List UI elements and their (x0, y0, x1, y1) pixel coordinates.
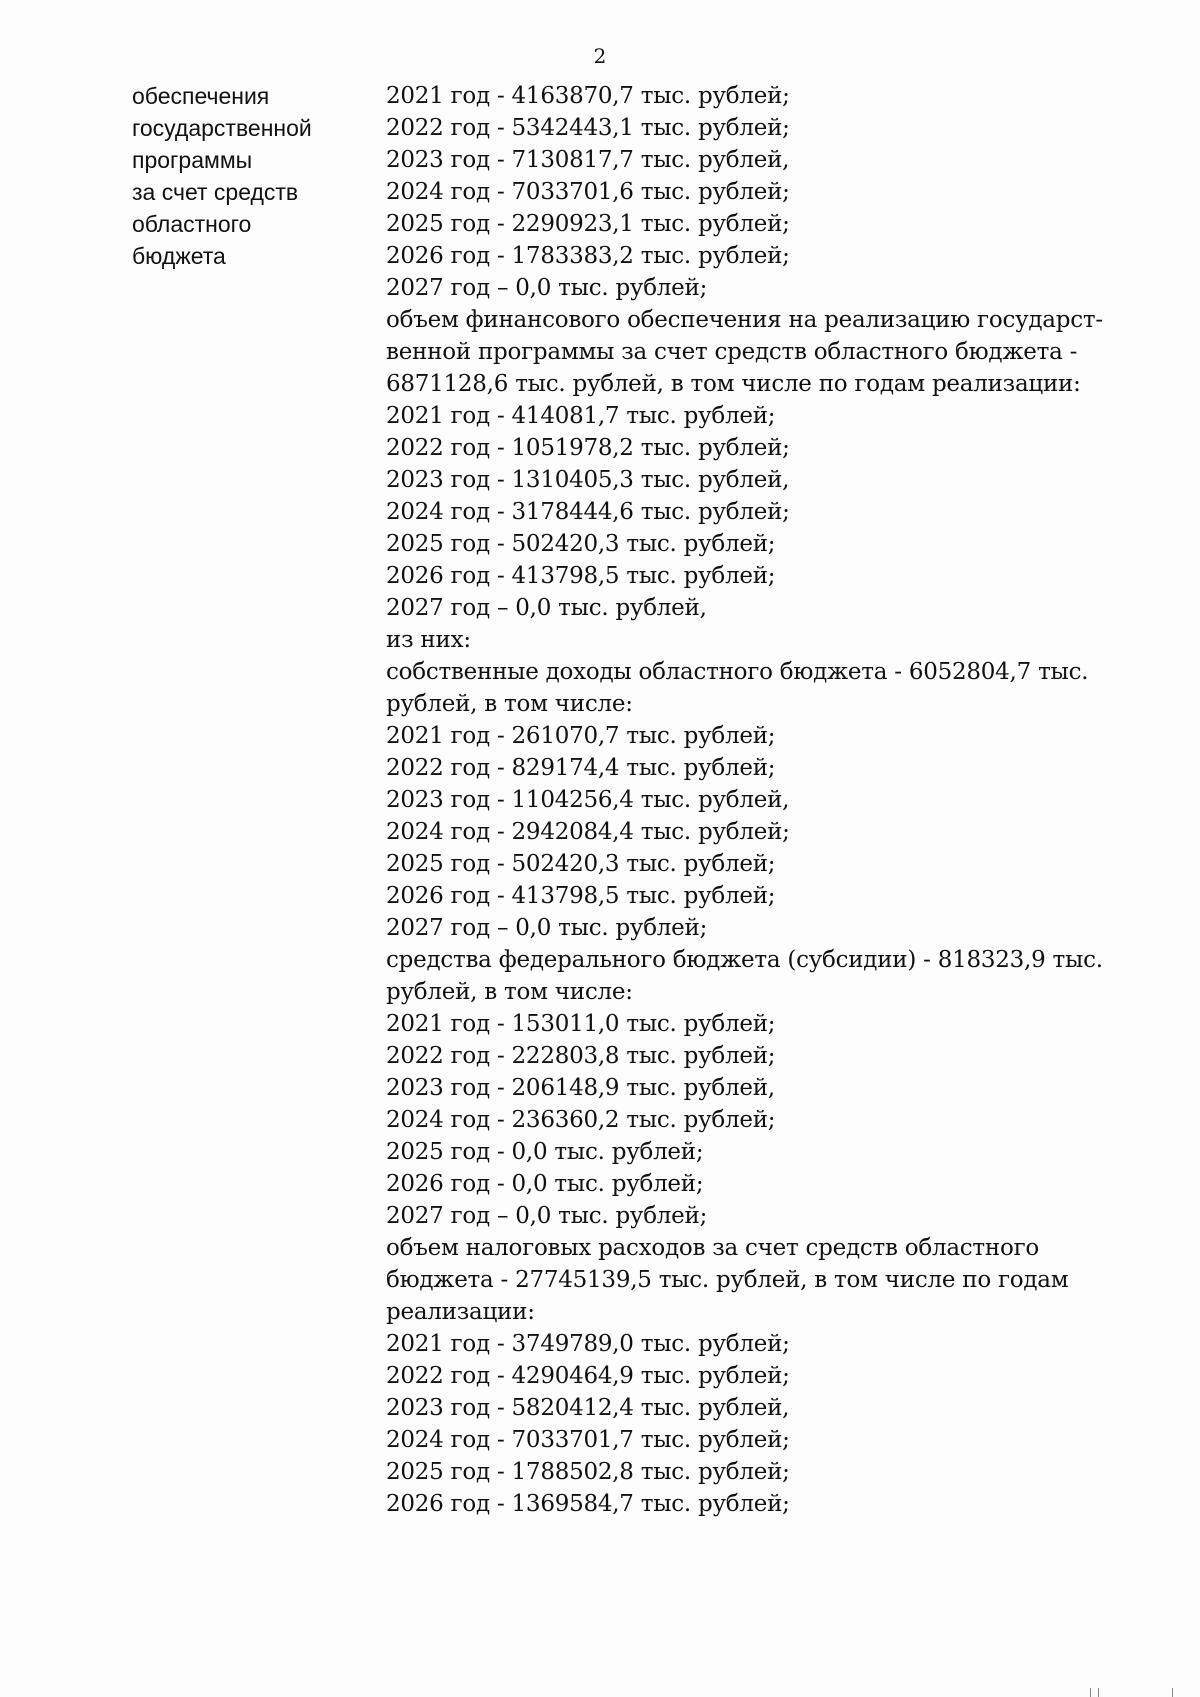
text-line: бюджета - 27745139,5 тыс. рублей, в том числе по годам (386, 1267, 1069, 1293)
text-line: из них: (386, 627, 471, 653)
text-line: 2023 год - 206148,9 тыс. рублей, (386, 1075, 775, 1101)
label-line: бюджета (132, 243, 226, 269)
text-line: 2027 год – 0,0 тыс. рублей, (386, 595, 707, 621)
text-line: 2021 год - 4163870,7 тыс. рублей; (386, 83, 790, 109)
text-line: 2024 год - 236360,2 тыс. рублей; (386, 1107, 776, 1133)
text-line: 2021 год - 153011,0 тыс. рублей; (386, 1011, 776, 1037)
text-line: 2024 год - 7033701,6 тыс. рублей; (386, 179, 790, 205)
text-line: средства федерального бюджета (субсидии) - 818323,9 тыс. (386, 947, 1103, 973)
text-line: 2022 год - 222803,8 тыс. рублей; (386, 1043, 776, 1069)
text-line: венной программы за счет средств областного бюджета - (386, 339, 1078, 365)
text-line: 2021 год - 414081,7 тыс. рублей; (386, 403, 776, 429)
text-line: 2024 год - 7033701,7 тыс. рублей; (386, 1427, 790, 1453)
text-line: 6871128,6 тыс. рублей, в том числе по годам реализации: (386, 371, 1081, 397)
left-column-label (132, 80, 372, 272)
text-line: реализации: (386, 1299, 535, 1325)
text-line: 2024 год - 2942084,4 тыс. рублей; (386, 819, 790, 845)
text-line: 2022 год - 4290464,9 тыс. рублей; (386, 1363, 790, 1389)
scan-artifact-mark (1172, 1688, 1173, 1697)
text-line: 2022 год - 1051978,2 тыс. рублей; (386, 435, 790, 461)
label-line: программы (132, 147, 253, 173)
text-line: объем налоговых расходов за счет средств областного (386, 1235, 1039, 1261)
text-line: 2022 год - 829174,4 тыс. рублей; (386, 755, 776, 781)
text-line: 2027 год – 0,0 тыс. рублей; (386, 275, 708, 301)
text-line: 2024 год - 3178444,6 тыс. рублей; (386, 499, 790, 525)
text-line: 2023 год - 1310405,3 тыс. рублей, (386, 467, 790, 493)
text-line: 2026 год - 1369584,7 тыс. рублей; (386, 1491, 790, 1517)
text-line: 2025 год - 1788502,8 тыс. рублей; (386, 1459, 790, 1485)
text-line: 2022 год - 5342443,1 тыс. рублей; (386, 115, 790, 141)
text-line: рублей, в том числе: (386, 691, 633, 717)
text-line: 2025 год - 0,0 тыс. рублей; (386, 1139, 704, 1165)
text-line: 2027 год – 0,0 тыс. рублей; (386, 1203, 708, 1229)
right-column-text (386, 80, 1126, 1520)
label-line: областного (132, 211, 252, 237)
label-line: за счет средств (132, 179, 299, 205)
text-line: 2023 год - 1104256,4 тыс. рублей, (386, 787, 790, 813)
text-line: 2025 год - 502420,3 тыс. рублей; (386, 851, 776, 877)
text-line: 2026 год - 1783383,2 тыс. рублей; (386, 243, 790, 269)
text-line: 2026 год - 413798,5 тыс. рублей; (386, 563, 776, 589)
text-line: 2023 год - 5820412,4 тыс. рублей, (386, 1395, 790, 1421)
label-line: обеспечения (132, 83, 270, 109)
text-line: 2026 год - 413798,5 тыс. рублей; (386, 883, 776, 909)
scan-artifact-mark (1098, 1688, 1099, 1697)
text-line: 2026 год - 0,0 тыс. рублей; (386, 1171, 704, 1197)
text-line: 2021 год - 3749789,0 тыс. рублей; (386, 1331, 790, 1357)
text-line: 2025 год - 2290923,1 тыс. рублей; (386, 211, 790, 237)
text-line: 2027 год – 0,0 тыс. рублей; (386, 915, 708, 941)
text-line: 2021 год - 261070,7 тыс. рублей; (386, 723, 776, 749)
scan-artifact-mark (1090, 1688, 1091, 1697)
text-line: объем финансового обеспечения на реализацию государст- (386, 307, 1103, 333)
text-line: собственные доходы областного бюджета - 6052804,7 тыс. (386, 659, 1089, 685)
text-line: 2025 год - 502420,3 тыс. рублей; (386, 531, 776, 557)
text-line: 2023 год - 7130817,7 тыс. рублей, (386, 147, 790, 173)
page-number: 2 (593, 44, 607, 68)
text-line: рублей, в том числе: (386, 979, 633, 1005)
label-line: государственной (132, 115, 312, 141)
